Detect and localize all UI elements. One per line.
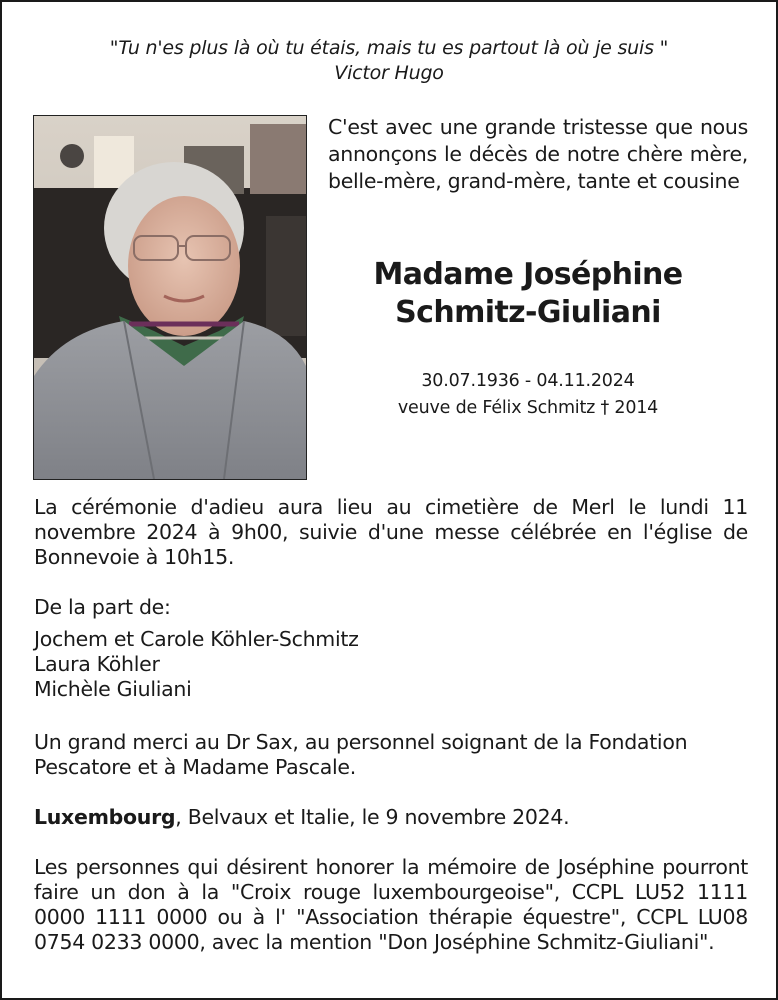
deceased-name-line2: Schmitz-Giuliani	[395, 295, 661, 330]
life-dates	[318, 368, 738, 422]
family-name: Michèle Giuliani	[34, 677, 192, 701]
widow-of: veuve de Félix Schmitz † 2014	[397, 398, 659, 418]
intro-text: C'est avec une grande tristesse que nous annonçons le décès de notre chère mère, belle-mère, grand-mère, tante et cousine	[328, 115, 748, 193]
thanks-text: Un grand merci au Dr Sax, au personnel soignant de la Fondation Pescatore et à Madame Pascale.	[34, 730, 688, 779]
from-label: De la part de:	[34, 595, 171, 619]
donation-text: Les personnes qui désirent honorer la mémoire de Joséphine pourront faire un don à la "Croix rouge luxembourgeoise", CCPL LU52 1111 0000 1111 0000 ou à l' "Association thérapie équestre", CCPL LU08 0754 0233 0000, avec la mention "Don Joséphine Schmitz-Giuliani".	[34, 855, 748, 954]
quote	[2, 36, 776, 86]
portrait-photo	[33, 115, 307, 480]
quote-text: "Tu n'es plus là où tu étais, mais tu es partout là où je suis "	[109, 37, 669, 59]
ceremony-text: La cérémonie d'adieu aura lieu au cimetière de Merl le lundi 11 novembre 2024 à 9h00, suivie d'une messe célébrée en l'église de Bonnevoie à 10h15.	[34, 495, 748, 569]
family-name: Jochem et Carole Köhler-Schmitz	[34, 627, 359, 651]
birth-death-dates: 30.07.1936 - 04.11.2024	[421, 371, 635, 391]
deceased-name	[318, 256, 738, 332]
deceased-name-line1: Madame Joséphine	[373, 257, 683, 292]
place-city: Luxembourg	[34, 805, 176, 829]
family-name: Laura Köhler	[34, 652, 160, 676]
family-names	[34, 627, 748, 702]
quote-author: Victor Hugo	[334, 62, 444, 84]
place-date	[34, 805, 748, 830]
place-rest: , Belvaux et Italie, le 9 novembre 2024.	[175, 805, 570, 829]
